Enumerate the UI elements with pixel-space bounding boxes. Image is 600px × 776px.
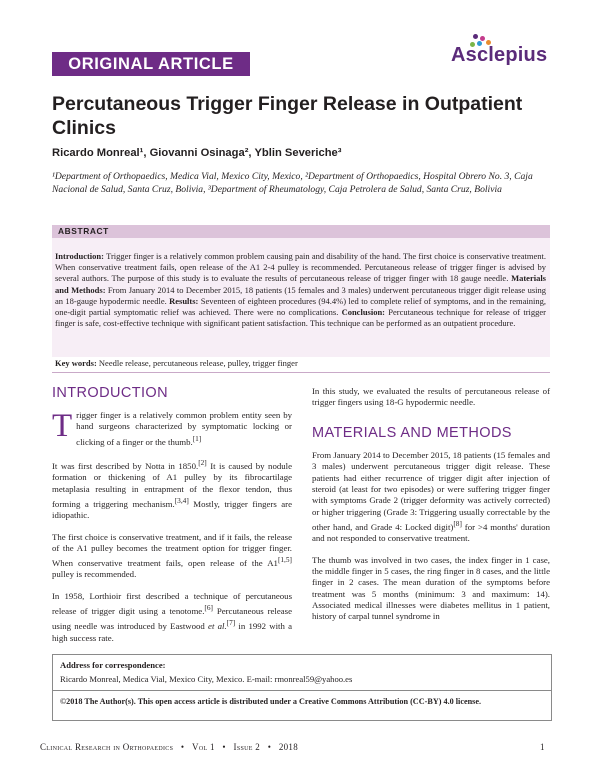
intro-p2-text-a: It was first described by Notta in 1850. [52,460,199,471]
abstract-header [52,225,550,238]
right-p1-text: In this study, we evaluated the results of percutaneous release of trigger fingers using 18-G hypodermic needle. [312,386,550,408]
drop-cap: T [52,408,73,444]
journal-year: 2018 [278,742,299,752]
abstract-results: Seventeen of eighteen procedures (94.4%) led to complete relief of symptoms, and in the remaining, one-digit partial symptomatic relief was achieved. There were no complications. [55,295,546,318]
intro-p4-text-a: In 1958, Lorthioir first described a technique of percutaneous release of trigger digit using a tenotome. [52,590,292,617]
abstract-text [55,251,546,329]
journal-issue: Issue 2 [233,742,261,752]
study-aim-paragraph [312,386,550,409]
article-title: Percutaneous Trigger Finger Release in Outpatient Clinics [52,93,523,139]
citation: [7] [226,618,236,628]
affiliations: ¹Department of Orthopaedics, Medica Vial, Mexico City, Mexico, ²Department of Orthopaedics, Hospital Obrero No. 3, Caja Nacional de Salud, Santa Cruz, Bolivia, ³Department of Rheumatology, Caja Petrolera de Salud, Santa Cruz, Bolivia [52,171,533,195]
citation: [3,4] [174,495,189,505]
intro-p3-text-a: The first choice is conservative treatment, and if it fails, the release of the A1 pulley becomes the treatment option for trigger finger. When conservative treatment fails, open release of the A1 [52,531,292,569]
correspondence-text: Ricardo Monreal, Medica Vial, Mexico City, Mexico. E-mail: rmonreal59@yahoo.es [60,674,353,684]
methods-heading: MATERIALS AND METHODS [312,425,512,441]
keywords-text: Needle release, percutaneous release, pulley, trigger finger [98,358,298,368]
intro-paragraph-2 [52,457,292,522]
citation: [2] [198,457,207,467]
correspondence-divider [52,690,552,691]
citation: [1] [192,433,202,443]
footer-separator: • [267,742,272,752]
publisher-logo [443,34,548,74]
footer-separator: • [222,742,226,752]
page-number: 1 [540,742,545,752]
introduction-body [52,410,292,644]
abstract-methods: From January 2014 to December 2015, 18 patients (15 females and 3 males) underwent percutaneous trigger digit release using an 18-gauge hypodermic needle. [55,284,546,306]
intro-paragraph-4 [52,591,292,644]
abstract-intro: Trigger finger is a relatively common problem causing pain and disability of the hand. The first choice is conservative treatment. When conservative treatment fails, open release of the A1 2-4 pulley is recommended. Percutaneous release of trigger finger is advised by several authors. The purpose of this study is to evaluate the results of percutaneous release of trigger finger with 18 gauge needle. [55,251,546,284]
methods-body [312,450,550,623]
methods-p1-text-b: for >4 months' duration and not responded to conservative treatment. [312,521,550,544]
authors: Ricardo Monreal¹, Giovanni Osinaga², Yblin Severiche³ [52,147,342,159]
abstract-conclusion: Percutaneous technique for release of trigger finger is safe, cost-effective technique with significant patient satisfaction. This technique can be performed as an outpatient procedure. [55,307,547,329]
intro-p4-text-b: Percutaneous release using needle was introduced by Eastwood [52,606,292,632]
keywords [55,358,546,369]
abstract-intro-label: Introduction: [55,251,104,261]
methods-p1-text-a: From January 2014 to December 2015, 18 patients (15 females and 3 males) underwent percutaneous trigger digit release. These patients had either recurrence of trigger digit after injection of steroid (at least for two episodes) or were suffering trigger finger with symptoms Grade 2 (trigger deformity was actively corrected) or higher triggering (Grade 3: Triggering usually correctable by the other hand, and Grade 4: Locked digit) [312,450,550,532]
intro-p2-text-c: Mostly, trigger fingers are idiopathic. [52,498,292,521]
journal-name: Clinical Research in Orthopaedics [40,742,174,752]
intro-p1-text: rigger finger is a relatively common problem entity seen by hand surgeons characterized by symptomatic locking or clicking of a finger or the thumb. [76,410,292,447]
intro-paragraph-1 [52,410,292,448]
citation: [6] [204,603,213,613]
citation: [8] [453,519,462,529]
intro-paragraph-3 [52,532,292,581]
intro-p2-text-b: It is caused by nodule formation or thickening of A1 pulley by its fibrocartilage metaplasia resulting in entrapment of the flexor tendon, thus forming a triggering mechanism. [52,460,292,509]
intro-p3-text-b: pulley is recommended. [52,569,137,580]
publisher-logo-text: Asclepius [451,44,548,66]
copyright-notice: ©2018 The Author(s). This open access article is distributed under a Creative Commons Attribution (CC-BY) 4.0 license. [60,697,482,706]
footer-separator: • [180,742,185,752]
journal-footer [40,742,298,752]
methods-paragraph-1 [312,450,550,545]
introduction-heading: INTRODUCTION [52,385,168,401]
intro-p4-text-c: in 1992 with a high success rate. [52,621,293,643]
keywords-divider [52,372,550,373]
abstract-conclusion-label: Conclusion: [341,307,386,318]
abstract-methods-label: Materials and Methods: [55,273,546,295]
keywords-label: Key words: [55,358,97,368]
journal-volume: Vol 1 [192,742,215,752]
methods-paragraph-2: The thumb was involved in two cases, the index finger in 1 case, the middle finger in 5 cases, the ring finger in 8 cases, and the little finger in 2 cases. The mean duration of the symptoms before treatment was 5 months (minimum: 3 and maximum: 14). Associated medical illnesses were diabetes mellitus in 1 patient, history of carpal tunnel syndrome in [312,554,550,622]
abstract-results-label: Results: [169,295,199,306]
correspondence-title: Address for correspondence: [60,660,166,670]
citation: [1,5] [277,555,292,565]
article-type-badge: ORIGINAL ARTICLE [52,52,250,76]
intro-p4-etal: et al. [208,621,227,632]
abstract-heading: ABSTRACT [58,226,109,236]
